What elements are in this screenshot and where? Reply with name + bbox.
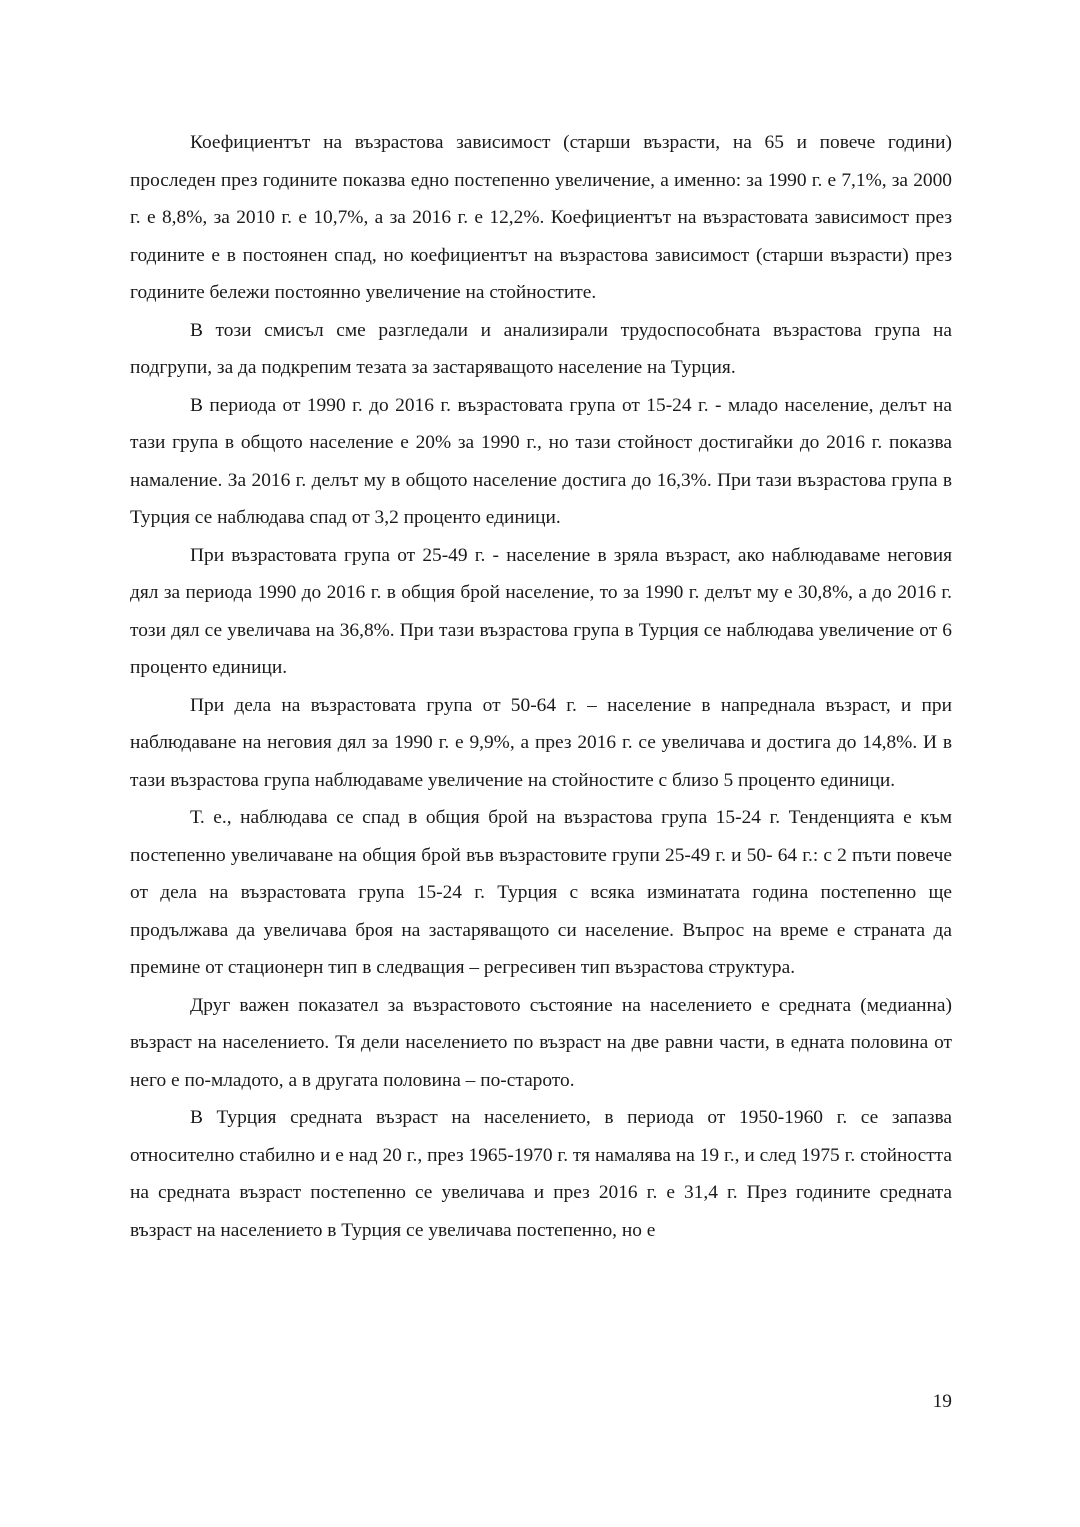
paragraph-age-50-64: При дела на възрастовата група от 50-64 г. – население в напреднала възраст, и при наблюдаване на неговия дял за 1990 г. е 9,9%, а през 2016 г. се увеличава и достига до 14,8%. И в тази възрастова група наблюдаваме увеличение на стойностите с близо 5 процентo единици. bbox=[130, 694, 952, 791]
paragraph-dependency-ratio: Коефициентът на възрастова зависимост (старши възрасти, на 65 и повече години) проследен през годините показва едно постепенно увеличение, а именно: за 1990 г. е 7,1%, за 2000 г. е 8,8%, за 2010 г. е 10,7%, а за 2016 г. е 12,2%. Коефициентът на възрастовата зависимост през годините е в постоянен спад, но коефициентът на възрастова зависимост (старши възрасти) през годините бележи постоянно увеличение на стойностите. bbox=[130, 132, 952, 303]
paragraph-trend-summary: Т. е., наблюдава се спад в общия брой на възрастова група 15-24 г. Тенденцията е към постепенно увеличаване на общия брой във възрастовите групи 25-49 г. и 50- 64 г.: с 2 пъти повече от дела на възрастовата група 15-24 г. Турция с всяка изминатата година постепенно ще продължава да увеличава броя на застаряващото си население. Въпрос на време е страната да премине от стационерн тип в следващия – регресивен тип възрастова структура. bbox=[130, 807, 952, 978]
paragraph-working-age-subgroups: В този смисъл сме разгледали и анализирали трудоспособната възрастова група на подгрупи, за да подкрепим тезата за застаряващото население на Турция. bbox=[130, 319, 952, 378]
paragraph-age-15-24: В периода от 1990 г. до 2016 г. възрастовата група от 15-24 г. - младо население, делът на тази група в общото население е 20% за 1990 г., но тази стойност достигайки до 2016 г. показва намаление. За 2016 г. делът му в общото население достига до 16,3%. При тази възрастова група в Турция се наблюдава спад от 3,2 процентo единици. bbox=[130, 394, 952, 528]
paragraph-median-age-definition: Друг важен показател за възрастовото състояние на населението е средната (медианна) възраст на населението. Тя дели населението по възраст на две равни части, в едната половина от него е по-младото, а в другата половина – по-старото. bbox=[130, 994, 952, 1091]
paragraph-median-age-turkey: В Турция средната възраст на населението, в периода от 1950-1960 г. се запазва относително стабилно и е над 20 г., през 1965-1970 г. тя намалява на 19 г., и след 1975 г. стойността на средната възраст постепенно се увеличава и през 2016 г. е 31,4 г. През годините средната възраст на населението в Турция се увеличава постепенно, но е bbox=[130, 1107, 952, 1241]
page-body bbox=[130, 124, 952, 1249]
paragraph-age-25-49: При възрастовата група от 25-49 г. - население в зряла възраст, ако наблюдаваме неговия дял за периода 1990 до 2016 г. в общия брой население, то за 1990 г. делът му е 30,8%, а до 2016 г. този дял се увеличава на 36,8%. При тази възрастова група в Турция се наблюдава увеличение от 6 процентo единици. bbox=[130, 544, 952, 678]
page-number: 19 bbox=[932, 1391, 952, 1412]
